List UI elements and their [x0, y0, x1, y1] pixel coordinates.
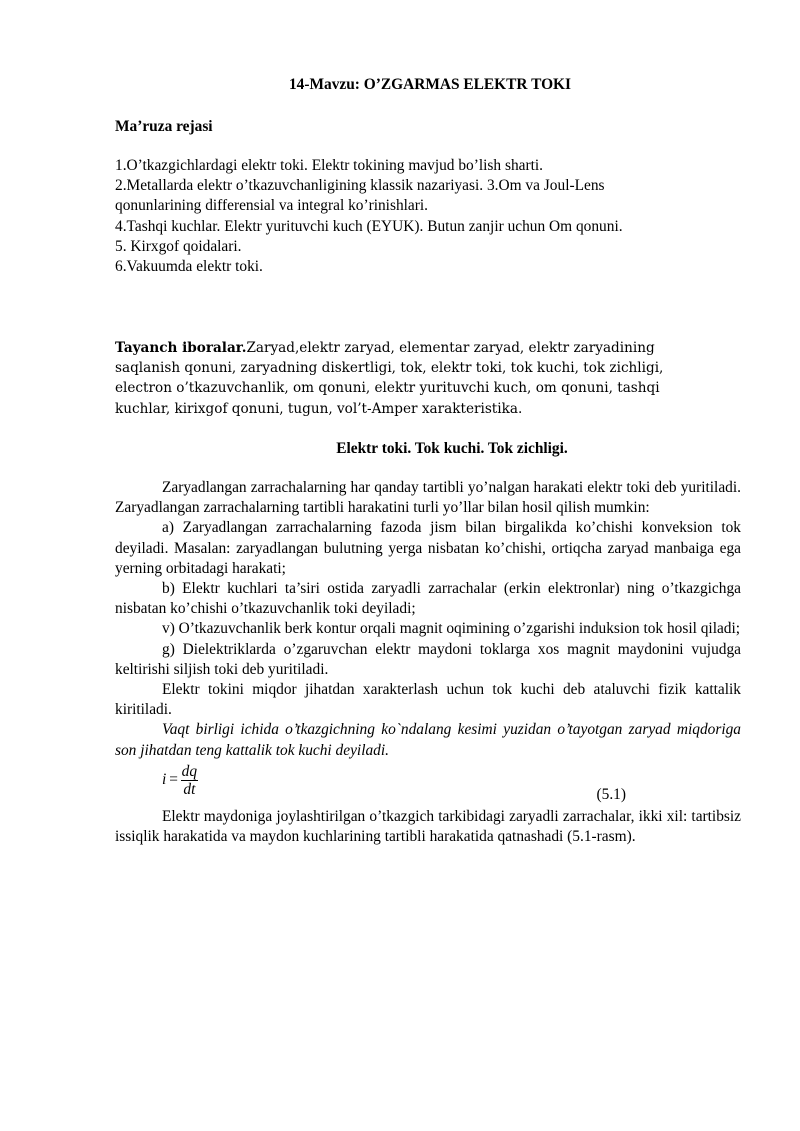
plan-line: 6.Vakuumda elektr toki. [115, 258, 263, 276]
body-paragraph: v) O’tkazuvchanlik berk kontur orqali magnit oqimining o’zgarishi induksion tok hosil qiladi; [162, 620, 741, 638]
formula-equals: = [168, 771, 179, 789]
body-paragraph: Zaryadlangan zarrachalarning har qanday tartibli yo’nalgan harakati elektr toki deb yuritiladi. Zaryadlangan zarrachalarning tartibli harakatini turli yo’llar bilan hosil qilish mumkin: [115, 479, 741, 517]
plan-line: qonunlarining differensial va integral ko’rinishlari. [115, 197, 428, 215]
plan-line: 1.O’tkazgichlardagi elektr toki. Elektr tokining mavjud bo’lish sharti. [115, 157, 543, 174]
keywords-paragraph [115, 338, 705, 419]
definition-paragraph: Vaqt birligi ichida o’tkazgichning ko`ndalang kesimi yuzidan o’tayotgan zaryad miqdoriga son jihatdan teng kattalik tok kuchi deyiladi. [115, 721, 741, 759]
plan-line: 4.Tashqi kuchlar. Elektr yurituvchi kuch (EYUK). Butun zanjir uchun Om qonuni. [115, 217, 623, 235]
section-heading: Elektr toki. Tok kuchi. Tok zichligi. [336, 440, 568, 457]
equation-number: (5.1) [596, 785, 626, 803]
formula-numerator: dq [181, 762, 198, 780]
keywords-text: Zaryad,elektr zaryad, elementar zaryad, elektr zaryadining saqlanish qonuni, zaryadning diskertligi, tok, elektr toki, tok kuchi, tok zichligi, electron o’tkazuvchanlik, om qonuni, elektr yurituvchi kuch, om qonuni, tashqi kuchlar, kirixgof qonuni, tugun, vol’t-Amper xarakteristika. [115, 340, 664, 417]
body-paragraph: a) Zaryadlangan zarrachalarning fazoda jism bilan birgalikda ko’chishi konveksion tok deyiladi. Masalan: zaryadlangan bulutning yerga nisbatan ko’chishi, ortiqcha zaryad manbaiga ega yerning orbitadagi harakati; [115, 519, 741, 577]
current-formula [162, 763, 198, 798]
document-title: 14-Mavzu: O’ZGARMAS ELEKTR TOKI [288, 76, 572, 93]
plan-heading: Ma’ruza rejasi [115, 118, 213, 135]
plan-line: 2.Metallarda elektr o’tkazuvchanligining klassik nazariyasi. 3.Om va Joul-Lens [115, 177, 605, 195]
formula-denominator: dt [183, 780, 196, 798]
plan-line: 5. Kirxgof qoidalari. [115, 237, 242, 255]
formula-lhs: i [162, 771, 167, 789]
body-paragraph: g) Dielektriklarda o’zgaruvchan elektr maydoni toklarga xos magnit maydonini vujudga keltirishi siljish toki deb yuritiladi. [115, 640, 741, 678]
body-paragraph: Elektr maydoniga joylashtirilgan o’tkazgich tarkibidagi zaryadli zarrachalar, ikki xil: tartibsiz issiqlik harakatida va maydon kuchlarining tartibli harakatida qatnashadi (5.1-rasm). [115, 807, 741, 846]
formula-fraction [181, 763, 198, 798]
formula-row [115, 761, 741, 807]
plan-list [115, 156, 715, 277]
body-paragraph: b) Elektr kuchlari ta’siri ostida zaryadli zarrachalar (erkin elektronlar) ning o’tkazgichga nisbatan ko’chishi o’tkazuvchanlik toki deyiladi; [115, 580, 741, 618]
section-body [115, 478, 741, 847]
body-paragraph: Elektr tokini miqdor jihatdan xarakterlash uchun tok kuchi deb ataluvchi fizik kattalik kiritiladi. [115, 681, 741, 719]
keywords-label: Tayanch iboralar. [115, 340, 247, 356]
